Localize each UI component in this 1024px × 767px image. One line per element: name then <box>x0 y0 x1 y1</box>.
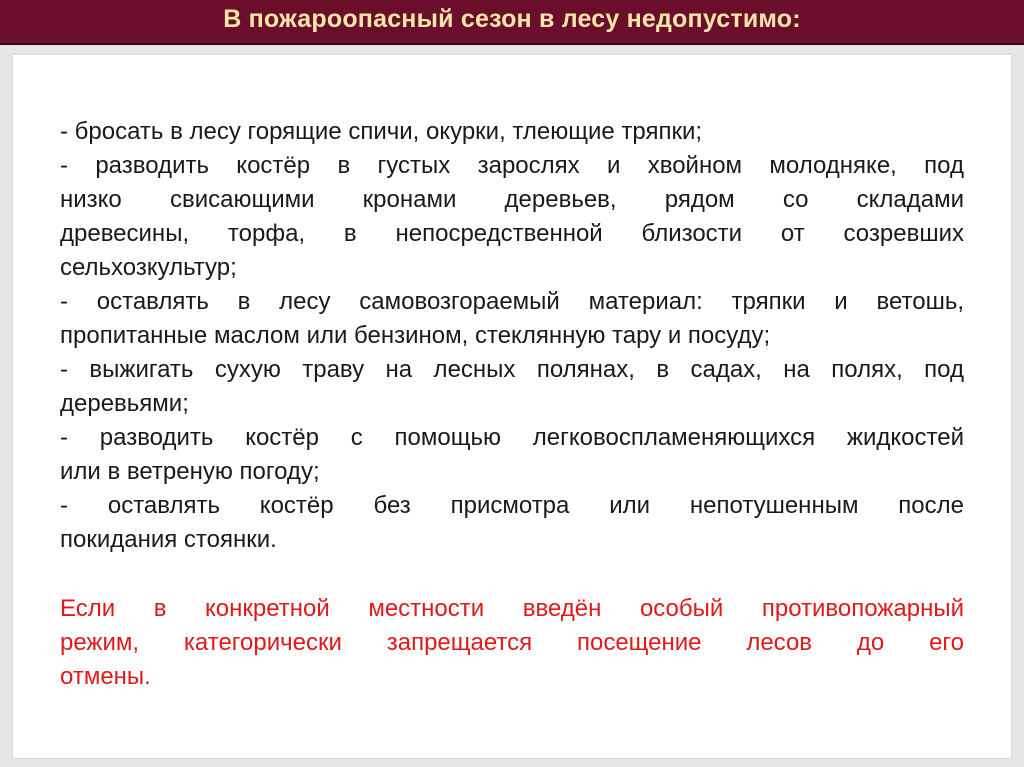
list-line: или в ветреную погоду; <box>60 458 320 485</box>
warning-line: режим, категорически запрещается посещение лесов до его <box>60 629 964 656</box>
list-line: - разводить костёр в густых зарослях и хвойном молодняке, под <box>60 152 964 179</box>
page-title: В пожароопасный сезон в лесу недопустимо: <box>223 5 801 33</box>
warning-line: Если в конкретной местности введён особый противопожарный <box>60 595 964 622</box>
prohibitions-list <box>60 115 964 557</box>
fire-regime-warning <box>60 592 964 694</box>
title-bar <box>0 0 1024 45</box>
warning-line: отмены. <box>60 663 151 690</box>
list-line: - выжигать сухую траву на лесных полянах, в садах, на полях, под <box>60 356 964 383</box>
list-line: - оставлять в лесу самовозгораемый материал: тряпки и ветошь, <box>60 288 964 315</box>
list-line: - бросать в лесу горящие спичи, окурки, тлеющие тряпки; <box>60 118 703 145</box>
list-line: покидания стоянки. <box>60 526 277 553</box>
list-line: низко свисающими кронами деревьев, рядом со складами <box>60 186 964 213</box>
list-line: древесины, торфа, в непосредственной близости от созревших <box>60 220 964 247</box>
list-line: пропитанные маслом или бензином, стеклянную тару и посуду; <box>60 322 771 349</box>
list-line: - разводить костёр с помощью легковоспламеняющихся жидкостей <box>60 424 964 451</box>
list-line: деревьями; <box>60 390 189 417</box>
list-line: сельхозкультур; <box>60 254 237 281</box>
list-line: - оставлять костёр без присмотра или непотушенным после <box>60 492 964 519</box>
